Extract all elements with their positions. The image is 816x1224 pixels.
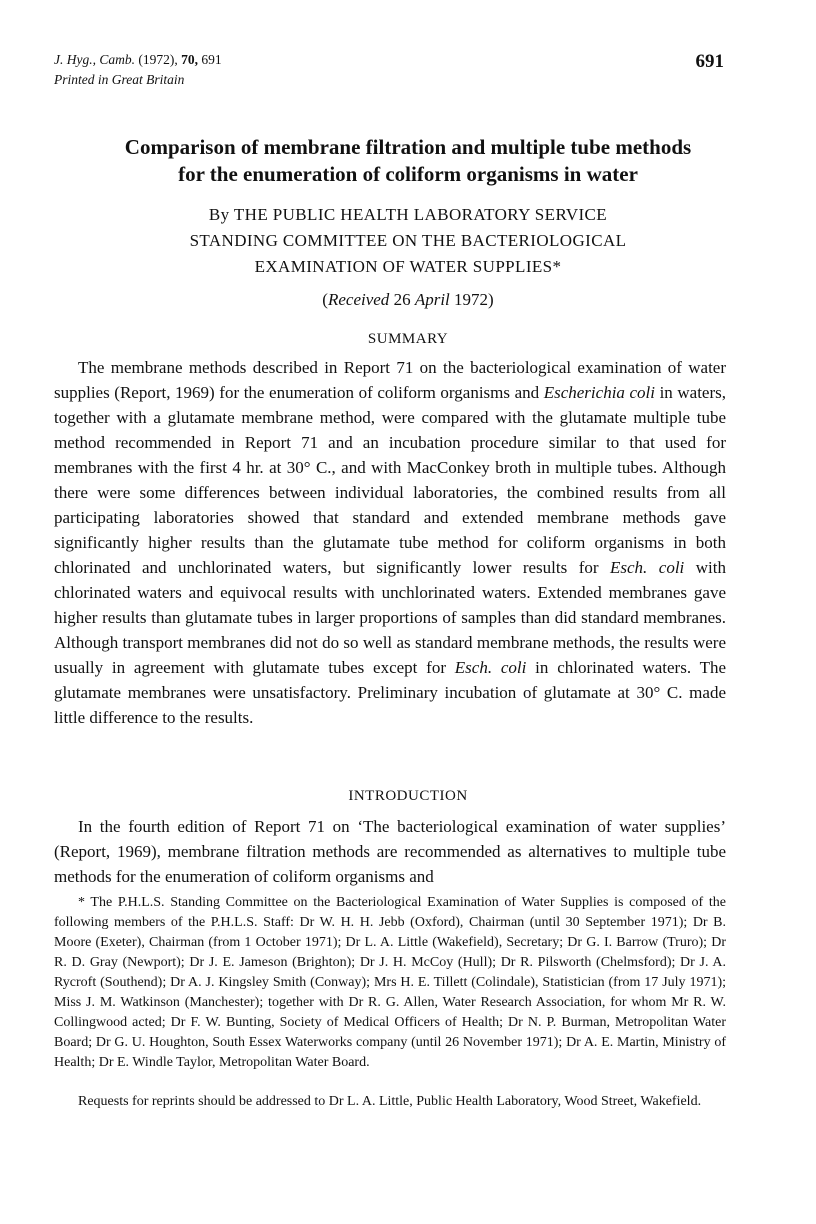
journal-volume: 70, — [181, 52, 198, 67]
introduction-heading: INTRODUCTION — [348, 788, 468, 804]
byline-by: By — [208, 205, 230, 224]
introduction-paragraph: In the fourth edition of Report 71 on ‘The bacteriological examination of water supplies’ (Report, 1969), membrane filtration methods are recommended as alternatives to multiple tube methods for the enumeration of coliform organisms and — [54, 817, 726, 886]
byline-line-1: THE PUBLIC HEALTH LABORATORY SERVICE — [233, 205, 608, 224]
received-day: 26 — [393, 290, 411, 309]
received-month: April — [414, 290, 450, 309]
byline-line-2: STANDING COMMITTEE ON THE BACTERIOLOGICAL — [189, 231, 627, 250]
journal-name: J. Hyg., Camb. — [54, 52, 135, 67]
received-open: ( — [322, 290, 328, 309]
summary-italic-3: Esch. coli — [454, 658, 527, 677]
summary-text-4: in chlorinated waters. The glutamate membranes were unsatisfactory. Preliminary incubation of glutamate at 30° C. made little difference to the results. — [54, 658, 726, 727]
summary-text-3: with chlorinated waters and equivocal results with unchlorinated waters. Extended membranes gave higher results than glutamate tubes in larger proportions of samples than did standard membranes. Although transport membranes did not do so well as standard membrane methods, the results were usually in agreement with glutamate tubes except for — [54, 558, 726, 677]
journal-year: (1972), — [138, 52, 178, 67]
journal-page: 691 — [201, 52, 222, 67]
article-title — [40, 134, 776, 188]
journal-citation — [54, 50, 724, 70]
summary-italic-2: Esch. coli — [610, 558, 685, 577]
received-year: 1972) — [454, 290, 494, 309]
title-line-2: for the enumeration of coliform organisms in water — [178, 162, 638, 186]
title-line-1: Comparison of membrane filtration and multiple tube methods — [124, 135, 692, 159]
page-number: 691 — [695, 51, 724, 72]
received-date — [40, 290, 776, 310]
summary-text-2: in waters, together with a glutamate membrane method, were compared with the glutamate multiple tube method recommended in Report 71 and an incubation procedure similar to that used for membranes with the first 4 hr. at 30° C., and with MacConkey broth in multiple tubes. Although there were some differences between individual laboratories, the combined results from all participating laboratories showed that standard and extended membrane methods gave significantly higher results than the glutamate tube method for coliform organisms in both chlorinated and unchlorinated waters, but significantly lower results for — [54, 383, 726, 577]
summary-paragraph — [54, 355, 726, 730]
byline-line-3: EXAMINATION OF WATER SUPPLIES* — [254, 257, 562, 276]
author-byline — [40, 202, 776, 280]
reprints-footnote: Requests for reprints should be addressed to Dr L. A. Little, Public Health Laboratory, Wood Street, Wakefield. — [78, 1094, 702, 1109]
printed-in: Printed in Great Britain — [54, 72, 185, 87]
running-header — [54, 50, 724, 90]
summary-text-1: The membrane methods described in Report 71 on the bacteriological examination of water supplies (Report, 1969) for the enumeration of coliform organisms and — [54, 358, 726, 402]
summary-italic-1: Escherichia coli — [543, 383, 655, 402]
summary-heading: SUMMARY — [367, 331, 449, 347]
received-label: Received — [327, 290, 390, 309]
committee-footnote: * The P.H.L.S. Standing Committee on the Bacteriological Examination of Water Supplies is composed of the following members of the P.H.L.S. Staff: Dr W. H. H. Jebb (Oxford), Chairman (until 30 September 1971); Dr B. Moore (Exeter), Chairman (from 1 October 1971); Dr L. A. Little (Wakefield), Secretary; Dr G. I. Barrow (Truro); Dr R. D. Gray (Newport); Dr J. E. Jameson (Brighton); Dr J. H. McCoy (Hull); Dr R. Pilsworth (Chelmsford); Dr J. A. Rycroft (Southend); Dr A. J. Kingsley Smith (Conway); Mrs H. E. Tillett (Colindale), Statistician (from 17 July 1971); Miss J. M. Watkinson (Manchester); together with Dr R. G. Allen, Water Research Association, for whom Mr R. W. Collingwood acted; Dr F. W. Bunting, Society of Medical Officers of Health; Dr N. P. Burman, Metropolitan Water Board; Dr G. U. Houghton, South Essex Waterworks company (until 26 November 1971); Dr A. E. Martin, Ministry of Health; Dr E. Windle Taylor, Metropolitan Water Board. — [54, 895, 726, 1070]
